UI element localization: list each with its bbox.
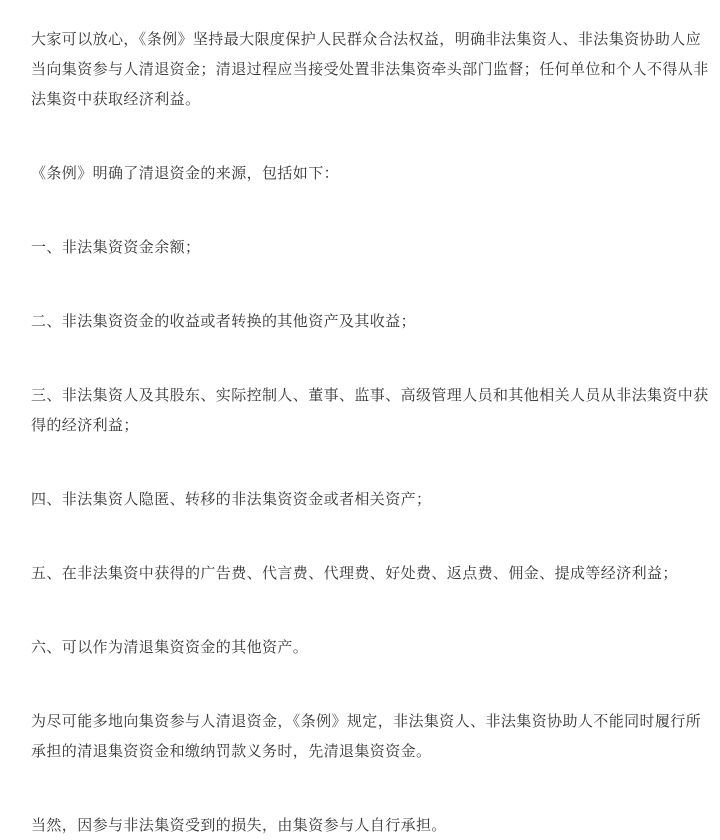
- list-item-1: 一、非法集资资金余额；: [31, 238, 201, 256]
- article-body: [31, 24, 711, 840]
- list-item-2: 二、非法集资资金的收益或者转换的其他资产及其收益；: [31, 312, 417, 330]
- list-item-6: 六、可以作为清退集资资金的其他资产。: [31, 638, 309, 656]
- paragraph-losses: 当然，因参与非法集资受到的损失，由集资参与人自行承担。: [31, 816, 447, 834]
- paragraph-priority: 为尽可能多地向集资参与人清退资金，《条例》规定，非法集资人、非法集资协助人不能同时履行所承担的清退集资资金和缴纳罚款义务时，先清退集资资金。: [31, 712, 702, 760]
- paragraph-protection: 大家可以放心，《条例》坚持最大限度保护人民群众合法权益，明确非法集资人、非法集资协助人应当向集资参与人清退资金；清退过程应当接受处置非法集资牵头部门监督；任何单位和个人不得从非法集资中获取经济利益。: [31, 30, 709, 108]
- list-item-3: 三、非法集资人及其股东、实际控制人、董事、监事、高级管理人员和其他相关人员从非法集资中获得的经济利益；: [31, 386, 709, 434]
- paragraph-sources-intro: 《条例》明确了清退资金的来源，包括如下：: [31, 164, 340, 182]
- list-item-5: 五、在非法集资中获得的广告费、代言费、代理费、好处费、返点费、佣金、提成等经济利益；: [31, 564, 678, 582]
- list-item-4: 四、非法集资人隐匿、转移的非法集资资金或者相关资产；: [31, 490, 432, 508]
